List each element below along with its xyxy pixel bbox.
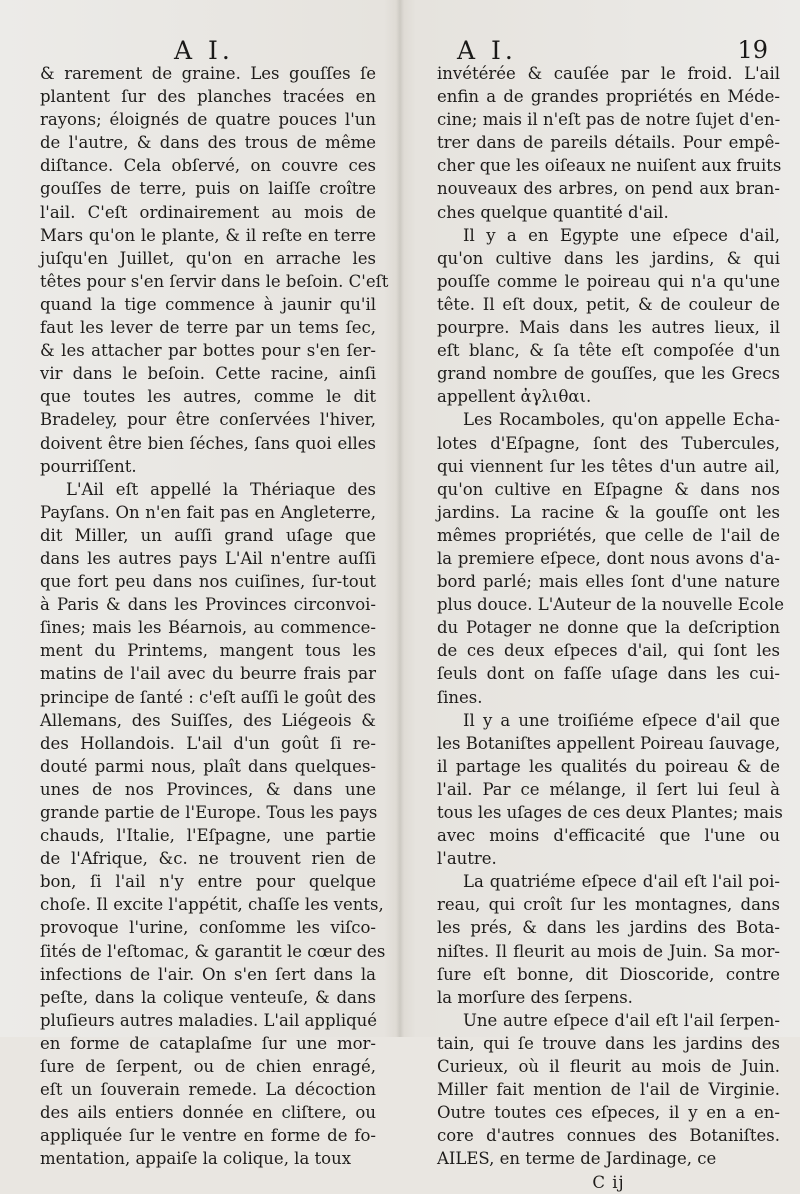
text-line: lotes d'Eſpagne, ſont des Tubercules,	[437, 433, 780, 453]
text-line: des ails entiers donnée en cliſtere, ou	[40, 1103, 376, 1123]
text-line: jardins. La racine & la gouſſe ont les	[437, 502, 780, 522]
text-line: doivent être bien ſéches, ſans quoi elles	[40, 433, 376, 453]
text-line: ſeuls dont on faſſe uſage dans les cui-	[437, 664, 780, 684]
text-line: rayons; éloignés de quatre pouces l'un	[40, 110, 376, 130]
text-line: infections de l'air. On s'en ſert dans la	[40, 964, 376, 984]
text-line: Il y a en Egypte une eſpece d'ail,	[463, 225, 780, 245]
text-line: vir dans le beſoin. Cette racine, ainſi	[40, 364, 376, 384]
text-line: Une autre eſpece d'ail eſt l'ail ſerpen-	[463, 1010, 780, 1030]
text-line: tous les uſages de ces deux Plantes; mais	[437, 803, 783, 822]
signature-mark: C ij	[592, 1172, 625, 1192]
text-line: dit Miller, un auſſi grand uſage que	[40, 525, 376, 545]
text-line: que fort peu dans nos cuiſines, ſur-tout	[40, 572, 376, 592]
text-line: mentation, appaiſe la colique, la toux	[40, 1149, 352, 1169]
text-line: de l'Afrique, &c. ne trouvent rien de	[40, 849, 376, 869]
text-line: têtes pour s'en ſervir dans le beſoin. C'eſt	[40, 271, 389, 291]
text-line: tain, qui ſe trouve dans les jardins des	[437, 1033, 780, 1053]
text-line: trer dans de pareils détails. Pour empê-	[437, 133, 780, 153]
text-line: l'autre.	[437, 849, 497, 869]
left-page-text	[40, 62, 389, 1171]
page-number: 19	[737, 36, 768, 64]
text-line: Payſans. On n'en fait pas en Angleterre,	[40, 502, 376, 522]
text-line: AILES, en terme de Jardinage, ce	[437, 1149, 717, 1169]
text-line: de ces deux eſpeces d'ail, qui ſont les	[437, 641, 780, 661]
text-line: nouveaux des arbres, on pend aux bran-	[437, 179, 780, 199]
text-line: les Botaniſtes appellent Poireau ſauvage,	[437, 733, 781, 753]
text-line: de l'autre, & dans des trous de même	[40, 133, 376, 153]
text-line: pluſieurs autres maladies. L'ail appliqué	[40, 1010, 378, 1030]
text-line: dans les autres pays L'Ail n'entre auſſi	[40, 548, 376, 568]
text-line: & rarement de graine. Les gouſſes ſe	[40, 64, 376, 83]
text-line: qui viennent ſur les têtes d'un autre ail,	[437, 456, 780, 476]
text-line: juſqu'en Juillet, qu'on en arrache les	[40, 248, 376, 268]
text-line: Les Rocamboles, qu'on appelle Echa-	[463, 410, 780, 430]
text-line: l'ail. Par ce mélange, il ſert lui ſeul à	[437, 779, 780, 799]
text-line: Miller fait mention de l'ail de Virginie.	[437, 1080, 780, 1100]
left-running-title: A I.	[174, 36, 234, 65]
left-page	[40, 0, 389, 1169]
text-line: invétérée & cauſée par le froid. L'ail	[437, 64, 780, 83]
text-line: des Hollandois. L'ail d'un goût ſi re-	[40, 733, 376, 753]
text-line: Il y a une troiſiéme eſpece d'ail que	[463, 710, 780, 730]
text-line: niſtes. Il fleurit au mois de Juin. Sa mor-	[437, 941, 780, 961]
gutter	[396, 0, 404, 1037]
text-line: ment du Printems, mangent tous les	[40, 641, 376, 661]
text-line: core d'autres connues des Botaniſtes.	[437, 1126, 780, 1146]
right-page-text	[437, 62, 785, 1194]
text-line: choſe. Il excite l'appétit, chaſſe les vents,	[40, 895, 384, 915]
text-line: les prés, & dans les jardins des Bota-	[437, 918, 780, 938]
text-line: bon, ſi l'ail n'y entre pour quelque	[40, 872, 376, 892]
right-running-title: A I.	[457, 36, 517, 65]
text-line: eſt un ſouverain remede. La décoction	[40, 1080, 376, 1100]
text-line: unes de nos Provinces, & dans une	[40, 779, 376, 799]
text-line: & les attacher par bottes pour s'en ſer-	[40, 341, 376, 361]
text-line: Allemans, des Suiſſes, des Liégeois &	[40, 710, 376, 730]
text-line: cine; mais il n'eſt pas de notre ſujet d'en-	[437, 110, 781, 130]
text-line: grand nombre de gouſſes, que les Grecs	[437, 364, 780, 384]
text-line: du Potager ne donne que la deſcription	[437, 618, 780, 638]
text-line: peſte, dans la colique venteuſe, & dans	[40, 987, 376, 1007]
text-line: que toutes les autres, comme le dit	[40, 387, 376, 407]
text-line: faut les lever de terre par un tems ſec,	[40, 318, 376, 338]
text-line: quand la tige commence à jaunir qu'il	[40, 294, 376, 314]
text-line: gouſſes de terre, puis on laiſſe croître	[40, 179, 376, 199]
text-line: provoque l'urine, conſomme les viſco-	[40, 918, 376, 938]
text-line: douté parmi nous, plaît dans quelques-	[40, 756, 376, 776]
text-line: Bradeley, pour être conſervées l'hiver,	[40, 410, 376, 430]
text-line: avec moins d'efficacité que l'une ou	[437, 826, 780, 846]
text-line: matins de l'ail avec du beurre frais par	[40, 664, 376, 684]
text-line: ſure eſt bonne, dit Dioscoride, contre	[437, 964, 780, 984]
text-line: à Paris & dans les Provinces circonvoi-	[40, 595, 376, 615]
text-line: bord parlé; mais elles ſont d'une nature	[437, 572, 780, 592]
text-line: principe de ſanté : c'eſt auſſi le goût des	[40, 687, 376, 707]
text-line: Curieux, où il fleurit au mois de Juin.	[437, 1057, 780, 1077]
text-line: Outre toutes ces eſpeces, il y en a en-	[437, 1103, 780, 1123]
text-line: l'ail. C'eſt ordinairement au mois de	[40, 202, 376, 222]
text-line: il partage les qualités du poireau & de	[437, 756, 780, 776]
text-line: en forme de cataplaſme ſur une mor-	[40, 1033, 376, 1053]
text-line: la premiere eſpece, dont nous avons d'a-	[437, 548, 780, 568]
text-line: reau, qui croît ſur les montagnes, dans	[437, 895, 780, 915]
text-line: diſtance. Cela obſervé, on couvre ces	[40, 156, 376, 176]
text-line: L'Ail eſt appellé la Thériaque des	[66, 479, 376, 499]
text-line: ſines; mais les Béarnois, au commence-	[40, 618, 376, 638]
text-line: mêmes propriétés, que celle de l'ail de	[437, 525, 780, 545]
text-line: ſines.	[437, 687, 483, 707]
text-line: enfin a de grandes propriétés en Méde-	[437, 87, 780, 107]
text-line: pouſſe comme le poireau qui n'a qu'une	[437, 271, 780, 291]
text-line: qu'on cultive dans les jardins, & qui	[437, 248, 780, 268]
text-line: plus douce. L'Auteur de la nouvelle Ecole	[437, 595, 785, 615]
text-line: tête. Il eſt doux, petit, & de couleur de	[437, 294, 780, 314]
left-running-head	[40, 0, 376, 65]
text-line: ſure de ſerpent, ou de chien enragé,	[40, 1057, 376, 1077]
text-line: grande partie de l'Europe. Tous les pays	[40, 803, 378, 822]
right-page	[437, 0, 785, 1192]
text-line: qu'on cultive en Eſpagne & dans nos	[437, 479, 780, 499]
text-line: chauds, l'Italie, l'Eſpagne, une partie	[40, 826, 376, 846]
text-line: cher que les oiſeaux ne nuiſent aux fruits	[437, 156, 782, 176]
text-line: ſités de l'eſtomac, & garantit le cœur des	[40, 941, 386, 961]
text-line: pourpre. Mais dans les autres lieux, il	[437, 318, 780, 338]
text-line: La quatriéme eſpece d'ail eſt l'ail poi-	[463, 872, 780, 892]
text-line: appellent ἀγλιθαι.	[437, 387, 592, 407]
right-running-head	[437, 0, 780, 65]
text-line: ches quelque quantité d'ail.	[437, 202, 669, 222]
text-line: la morſure des ſerpens.	[437, 987, 633, 1007]
text-line: Mars qu'on le plante, & il reſte en terre	[40, 225, 376, 245]
text-line: plantent ſur des planches tracées en	[40, 87, 376, 107]
text-line: pourriſſent.	[40, 456, 137, 476]
text-line: eſt blanc, & ſa tête eſt compoſée d'un	[437, 341, 780, 361]
text-line: appliquée ſur le ventre en forme de fo-	[40, 1126, 376, 1146]
